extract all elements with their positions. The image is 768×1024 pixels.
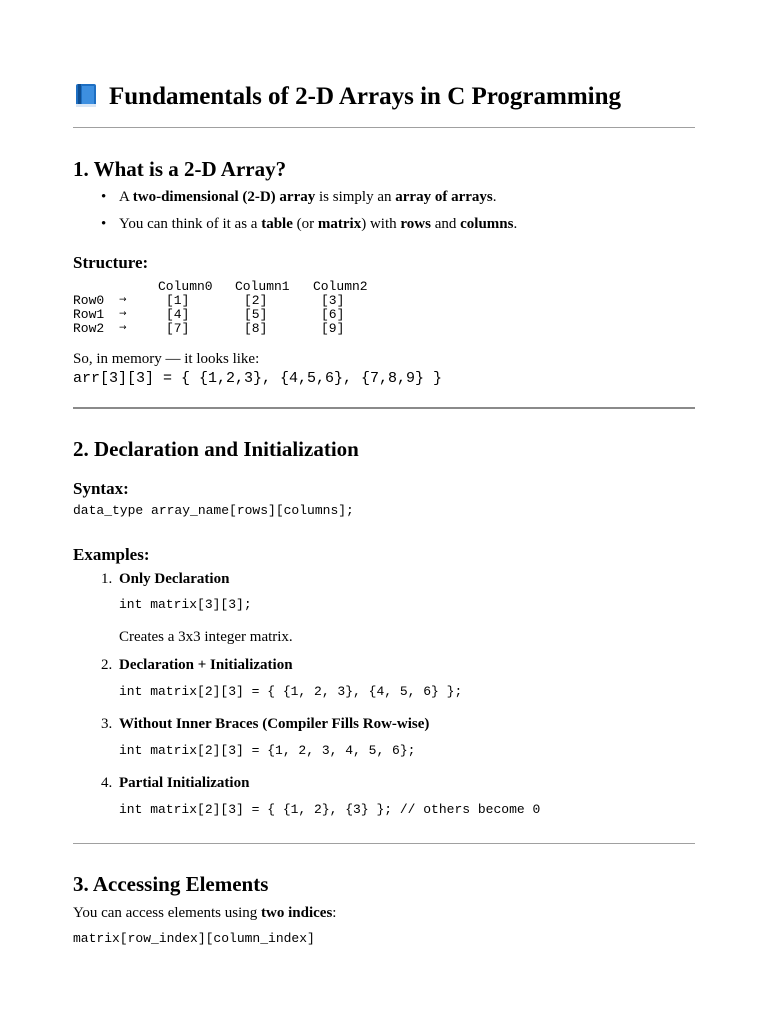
bullet-marker: • — [101, 189, 107, 205]
page-title-text: Fundamentals of 2-D Arrays in C Programming — [109, 83, 622, 110]
arrow-icon: → — [119, 309, 127, 319]
divider — [73, 127, 695, 128]
code-line: matrix[row_index][column_index] — [73, 931, 315, 946]
cell: [9] — [321, 321, 345, 336]
code-line: int matrix[2][3] = {1, 2, 3, 4, 5, 6}; — [119, 743, 416, 758]
cell: [1] — [166, 293, 190, 308]
list-number: 3. — [101, 716, 113, 732]
column-header: Column0 — [158, 279, 213, 294]
column-header: Column2 — [313, 279, 368, 294]
row-label: Row0 — [73, 293, 105, 308]
example-title: Declaration + Initialization — [119, 657, 293, 673]
subheading: Examples: — [73, 545, 150, 564]
code-line: int matrix[2][3] = { {1, 2, 3}, {4, 5, 6} }; — [119, 684, 463, 699]
row-label: Row1 — [73, 307, 105, 322]
cell: [8] — [244, 321, 268, 336]
page-title — [73, 82, 621, 111]
list-number: 2. — [101, 657, 113, 673]
subheading: Syntax: — [73, 479, 129, 498]
column-header: Column1 — [235, 279, 290, 294]
bullet-marker: • — [101, 216, 107, 232]
example-title: Without Inner Braces (Compiler Fills Row-wise) — [119, 716, 430, 732]
paragraph: Creates a 3x3 integer matrix. — [119, 629, 293, 645]
code-line: int matrix[3][3]; — [119, 597, 252, 612]
section-heading: 1. What is a 2-D Array? — [73, 157, 287, 181]
cell: [7] — [166, 321, 190, 336]
cell: [5] — [244, 307, 268, 322]
arrow-icon: → — [119, 295, 127, 305]
code-line: arr[3][3] = { {1,2,3}, {4,5,6}, {7,8,9} } — [73, 370, 443, 387]
subheading: Structure: — [73, 253, 149, 272]
row-label: Row2 — [73, 321, 105, 336]
arrow-icon: → — [119, 323, 127, 333]
paragraph: So, in memory — it looks like: — [73, 351, 260, 367]
cell: [6] — [321, 307, 345, 322]
code-line: int matrix[2][3] = { {1, 2}, {3} }; // others become 0 — [119, 802, 541, 817]
section-heading: 2. Declaration and Initialization — [73, 437, 359, 461]
section-heading: 3. Accessing Elements — [73, 872, 269, 896]
list-number: 1. — [101, 571, 113, 587]
structure-block — [73, 279, 473, 335]
divider — [73, 407, 695, 409]
list-item: A two-dimensional (2-D) array is simply an array of arrays. — [119, 189, 497, 205]
divider — [73, 843, 695, 844]
cell: [4] — [166, 307, 190, 322]
code-line: data_type array_name[rows][columns]; — [73, 503, 354, 518]
example-title: Partial Initialization — [119, 775, 250, 791]
cell: [3] — [321, 293, 345, 308]
example-title: Only Declaration — [119, 571, 230, 587]
blue-book-icon — [73, 82, 99, 108]
list-item: You can think of it as a table (or matrix) with rows and columns. — [119, 216, 518, 232]
paragraph: You can access elements using two indices: — [73, 905, 337, 921]
list-number: 4. — [101, 775, 113, 791]
cell: [2] — [244, 293, 268, 308]
